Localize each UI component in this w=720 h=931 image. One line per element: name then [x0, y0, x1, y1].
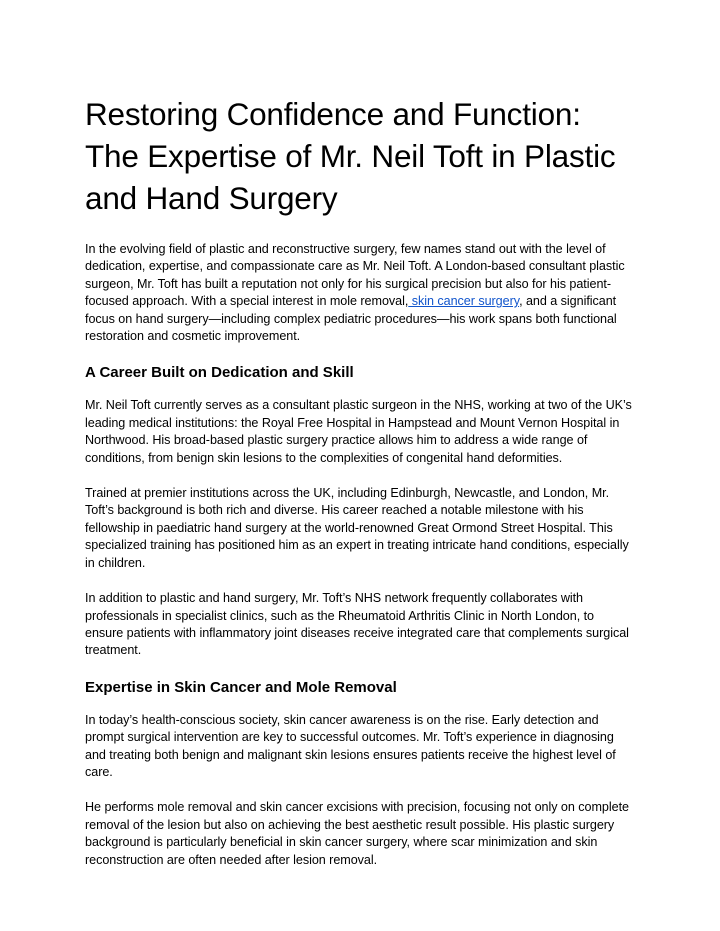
- page-title: Restoring Confidence and Function: The Expertise of Mr. Neil Toft in Plastic and Hand Surgery: [85, 96, 616, 216]
- career-paragraph-3: In addition to plastic and hand surgery, Mr. Toft’s NHS network frequently collaborates with professionals in specialist clinics, such as the Rheumatoid Arthritis Clinic in North London, to ensure patients with inflammatory joint diseases receive integrated care that complements surgical treatment.: [85, 591, 629, 658]
- section-heading-skin-cancer: Expertise in Skin Cancer and Mole Removal: [85, 678, 397, 696]
- intro-paragraph: [85, 241, 635, 345]
- career-paragraph-2: Trained at premier institutions across the UK, including Edinburgh, Newcastle, and London, Mr. Toft’s background is both rich and diverse. His career reached a notable milestone with his fellowship in paediatric hand surgery at the world-renowned Great Ormond Street Hospital. This specialized training has positioned him as an expert in treating intricate hand conditions, especially in children.: [85, 486, 629, 570]
- career-paragraph-1: Mr. Neil Toft currently serves as a consultant plastic surgeon in the NHS, working at two of the UK’s leading medical institutions: the Royal Free Hospital in Hampstead and Mount Vernon Hospital in Northwood. His broad-based plastic surgery practice allows him to address a wide range of conditions, from benign skin lesions to the complexities of congenital hand deformities.: [85, 398, 632, 465]
- skin-cancer-paragraph-1: In today’s health-conscious society, skin cancer awareness is on the rise. Early detection and prompt surgical intervention are key to successful outcomes. Mr. Toft’s experience in diagnosing and treating both benign and malignant skin lesions ensures patients receive the highest level of care.: [85, 712, 616, 779]
- intro-text-after-link: , and a significant focus on hand surgery—including complex pediatric procedures—his work spans both functional restoration and cosmetic improvement.: [85, 294, 617, 344]
- document-page: [85, 93, 635, 887]
- skin-cancer-paragraph-2: He performs mole removal and skin cancer excisions with precision, focusing not only on complete removal of the lesion but also on achieving the best aesthetic result possible. His plastic surgery background is particularly beneficial in skin cancer surgery, where scar minimization and skin reconstruction are often needed after lesion removal.: [85, 800, 629, 867]
- section-heading-career: A Career Built on Dedication and Skill: [85, 364, 354, 382]
- skin-cancer-surgery-link[interactable]: skin cancer surgery: [408, 294, 520, 309]
- intro-text-before-link: In the evolving field of plastic and reconstructive surgery, few names stand out with the level of dedication, expertise, and compassionate care as Mr. Neil Toft. A London-based consultant plastic surgeon, Mr. Toft has built a reputation not only for his surgical precision but also for his patient-focused approach. With a special interest in mole removal,: [85, 242, 625, 309]
